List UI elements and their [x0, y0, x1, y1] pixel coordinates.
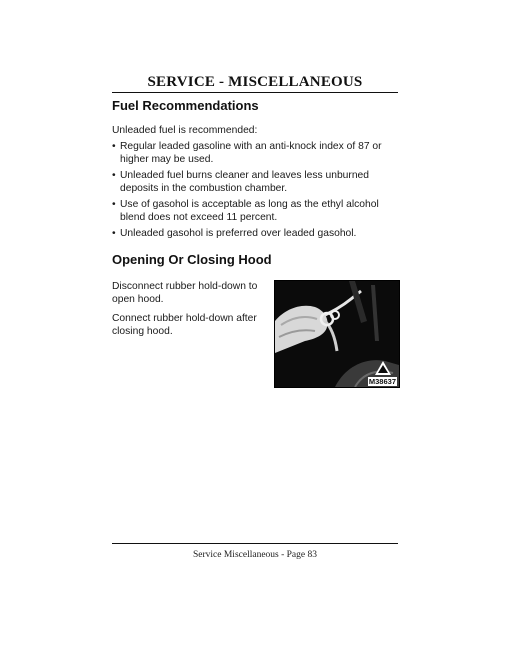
header-divider	[112, 92, 398, 93]
photo-reference-code: M38637	[368, 377, 396, 386]
opening-closing-hood-heading: Opening Or Closing Hood	[112, 252, 272, 267]
fuel-bullet-list	[112, 140, 402, 243]
list-item: • Unleaded gasohol is preferred over leaded gasohol.	[112, 227, 402, 240]
fuel-intro-text: Unleaded fuel is recommended:	[112, 125, 258, 136]
list-item: • Unleaded fuel burns cleaner and leaves less unburned deposits in the combustion chamber.	[112, 169, 402, 195]
page-header-title: SERVICE - MISCELLANEOUS	[147, 74, 363, 90]
hood-photo-illustration	[275, 281, 399, 387]
list-item: • Use of gasohol is acceptable as long as the ethyl alcohol blend does not exceed 11 percent.	[112, 198, 402, 224]
hood-connect-text: Connect rubber hold-down after closing hood.	[112, 313, 257, 337]
hood-disconnect-text: Disconnect rubber hold-down to open hood.	[112, 281, 258, 305]
fuel-recommendations-heading: Fuel Recommendations	[112, 98, 259, 113]
list-item: • Regular leaded gasoline with an anti-knock index of 87 or higher may be used.	[112, 140, 402, 166]
hood-hold-down-photo	[274, 280, 400, 388]
footer-divider	[112, 543, 398, 544]
page-footer: Service Miscellaneous - Page 83	[193, 550, 317, 560]
